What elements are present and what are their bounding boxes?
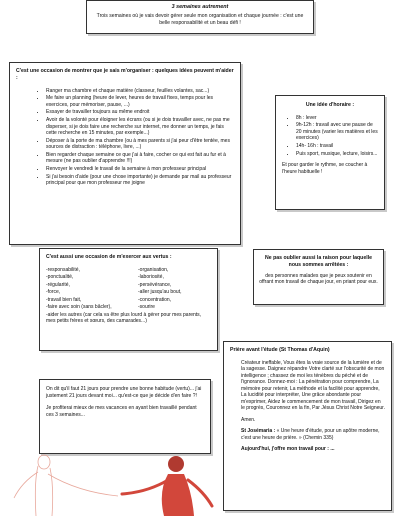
oublier-title: Ne pas oublier aussi la raison pour laquelle nous sommes arrêtées : xyxy=(265,255,372,268)
vertus-column-right xyxy=(138,267,181,312)
virtue-item: -régularité, xyxy=(46,281,70,288)
list-item: • Essayer de travailler toujours au même endroit xyxy=(46,109,234,116)
virtue-item: -persévérance, xyxy=(138,281,172,288)
list-item: • Renvoyer le vendredi le travail de la semaine à mon professeur principal xyxy=(46,166,234,173)
horaire-list xyxy=(296,115,378,158)
virtue-item: -sourire xyxy=(138,304,155,311)
list-item: • Me faire un planning (heure de lever, heures de travail fixes, temps pour les exercices, pour mémoriser, pause, ...) xyxy=(46,95,234,108)
header-box xyxy=(86,0,314,34)
jours-box xyxy=(39,379,211,454)
right-figure xyxy=(122,456,212,516)
virtue-item: -responsabilité, xyxy=(46,266,80,273)
priere-text: Créateur ineffable, Vous êtes la vraie source de la lumière et de la sagesse. Daignez répandre Votre clarté sur l'obscurité de mon intelligence ; chassez de moi les ténèbres du péché et de l'ignorance. Donnez-moi : La pénétration pour comprendre, La mémoire pour retenir, La méthode et la facilité pour apprendre, La lucidité pour interpréter, Une grâce abondante pour m'exprimer, Aidez le commencement de mon travail, Dirigez en le progrès, Couronnez en la fin, Par Jésus Christ Notre Seigneur. xyxy=(241,359,385,412)
priere-box xyxy=(223,341,392,511)
vertus-column-left xyxy=(46,267,138,312)
list-item: • Avoir de la volonté pour éloigner les écrans (ou si je dois travailler avec, ne pas me disperser, si je dois faire une recherche sur internet, me donner un temps, je fais cette recherche en 15 minutes, par exemple...) xyxy=(46,117,234,137)
list-item: • Bien regarder chaque semaine ce que j'ai à faire, cocher ce qui est fait au fur et à mesure (ne pas oublier d'apprendre !!!) xyxy=(46,152,234,165)
list-item: • Puis sport, musique, lecture, loisirs... xyxy=(296,151,378,158)
priere-amen: Amen. xyxy=(241,416,256,423)
jours-paragraph-2: Je profiterai mieux de mes vacances en ayant bien travaillé pendant ces 3 semaines... xyxy=(46,405,197,418)
priere-body xyxy=(230,360,385,453)
list-item: • Ranger ma chambre et chaque matière (classeur, feuilles volantes, sac...) xyxy=(46,88,234,95)
list-item: • Si j'ai besoin d'aide (pour une chose importante) je demande par mail au professeur principal pour que mon professeur me joigne xyxy=(46,174,234,187)
oublier-box xyxy=(253,249,384,305)
header-text: Trois semaines où je vais devoir gérer seule mon organisation et chaque journée : c'est une belle responsabilité et un beau défi ! xyxy=(96,13,304,26)
list-item: • Déposer à la porte de ma chambre (ou à mes parents si j'ai peur d'être tentée, mes sources de distraction : téléphone, livre, ...) xyxy=(46,138,234,151)
vertus-wide-item xyxy=(46,312,211,325)
horaire-box xyxy=(275,95,385,210)
oublier-text: des personnes malades que je peux soutenir en offrant mon travail de chaque jour, en priant pour eux. xyxy=(259,272,378,285)
organise-list xyxy=(46,88,234,187)
virtue-item: -concentration, xyxy=(138,296,172,303)
josemaria-text: « Une heure d'étude, pour un apôtre moderne, c'est une heure de prière. » (Chemin 335) xyxy=(241,428,380,441)
virtue-item: -travail bien fait, xyxy=(46,296,82,303)
organise-title: C'est une occasion de montrer que je sais m'organiser : quelques idées peuvent m'aider : xyxy=(16,68,234,81)
vertus-columns xyxy=(46,267,211,312)
list-item: • 8h : lever xyxy=(296,115,378,122)
vertus-title: C'est aussi une occasion de m'exercer aux vertus : xyxy=(46,254,172,260)
virtue-item: -faire avec soin (sans bâcler), xyxy=(46,304,112,311)
list-item: • 14h- 16h : travail xyxy=(296,143,378,150)
josemaria-name: St Josémaria : xyxy=(241,428,276,435)
list-item: • 9h-12h : travail avec une pause de 20 minutes (varier les matières et les exercices) xyxy=(296,122,378,142)
virtue-item: -aller jusqu'au bout, xyxy=(138,289,182,296)
virtue-item: -force, xyxy=(46,289,61,296)
figures-illustration xyxy=(8,452,218,516)
josemaria-quote xyxy=(241,428,385,441)
horaire-title: Une idée d'horaire : xyxy=(305,102,355,108)
virtue-item: -ponctualité, xyxy=(46,274,74,281)
organise-box xyxy=(9,62,241,245)
header-title: 3 semaines autrement xyxy=(171,4,229,10)
virtue-item: -organisation, xyxy=(138,266,169,273)
virtue-item: -aider les autres (car cela va être plus lourd à gérer pour mes parents, mes petits frères et sœurs, des camarades...) xyxy=(46,311,202,325)
left-figure xyxy=(14,455,118,516)
priere-final: Aujourd'hui, j'offre mon travail pour : ... xyxy=(241,446,335,453)
jours-paragraph-1: On dit qu'il faut 21 jours pour prendre une bonne habitude (vertu)... j'ai justement 21 jours devant moi... qu'est-ce que je décide d'en faire ?! xyxy=(46,386,202,399)
virtue-item: -laboriosité, xyxy=(138,274,164,281)
priere-title: Prière avant l'étude (St Thomas d'Aquin) xyxy=(230,347,330,353)
horaire-end: Et pour garder le rythme, se coucher à l'heure habituelle ! xyxy=(282,162,368,175)
vertus-box xyxy=(39,248,218,351)
